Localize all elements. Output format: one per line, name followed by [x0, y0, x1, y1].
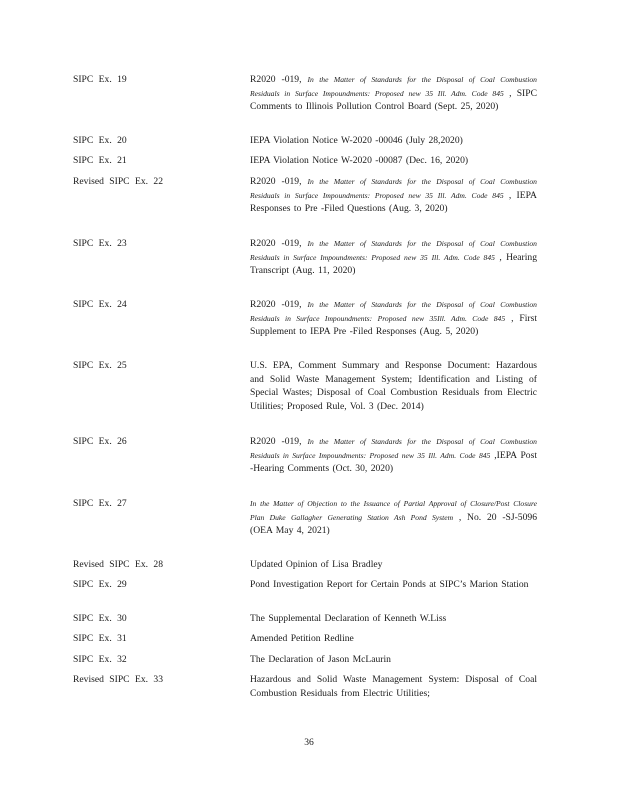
exhibit-label: SIPC Ex. 29 — [73, 579, 127, 590]
exhibit-description: Pond Investigation Report for Certain Ponds at SIPC’s Marion Station — [250, 579, 529, 590]
exhibit-label: SIPC Ex. 24 — [73, 299, 127, 310]
page-number: 36 — [304, 737, 314, 748]
exhibit-label: SIPC Ex. 32 — [73, 654, 127, 665]
exhibit-description: The Supplemental Declaration of Kenneth W.Liss — [250, 613, 447, 624]
exhibit-description: R2020 -019, In the Matter of Standards for the Disposal of Coal Combustion Residuals in Surface Impoundments: Proposed new 35 Ill. Adm. Code 845 , IEPA Responses to Pre -Filed Questions (Aug. 3, 2020) — [250, 176, 537, 214]
exhibit-label: SIPC Ex. 30 — [73, 613, 127, 624]
exhibit-description: R2020 -019, In the Matter of Standards for the Disposal of Coal Combustion Residuals in Surface Impoundments: Proposed new 35 Ill. Adm. Code 845 , Hearing Transcript (Aug. 11, 2020) — [250, 238, 537, 276]
exhibit-description: R2020 -019, In the Matter of Standards for the Disposal of Coal Combustion Residuals in Surface Impoundments: Proposed new 35 Ill. Adm. Code 845 ,IEPA Post -Hearing Comments (Oct. 30, 2020) — [250, 436, 537, 474]
exhibit-description: The Declaration of Jason McLaurin — [250, 654, 391, 665]
exhibit-description: Amended Petition Redline — [250, 633, 354, 644]
exhibit-label: SIPC Ex. 26 — [73, 436, 127, 447]
exhibit-description: R2020 -019, In the Matter of Standards for the Disposal of Coal Combustion Residuals in Surface Impoundments: Proposed new 35 Ill. Adm. Code 845 , SIPC Comments to Illinois Pollution Control Board (Sept. 25, 2020) — [250, 74, 537, 112]
exhibit-label: Revised SIPC Ex. 22 — [73, 176, 164, 187]
exhibit-description: IEPA Violation Notice W-2020 -00046 (July 28,2020) — [250, 135, 463, 146]
exhibit-label: SIPC Ex. 27 — [73, 498, 127, 509]
exhibit-label: SIPC Ex. 23 — [73, 238, 127, 249]
exhibit-description: In the Matter of Objection to the Issuance of Partial Approval of Closure/Post Closure Plan Duke Gallagher Generating Station Ash Pond System , No. 20 -SJ-5096 (OEA May 4, 2021) — [250, 499, 537, 536]
exhibit-description: Updated Opinion of Lisa Bradley — [250, 559, 383, 570]
exhibit-label: SIPC Ex. 31 — [73, 633, 127, 644]
exhibit-description: Hazardous and Solid Waste Management System: Disposal of Coal Combustion Residuals from Electric Utilities; — [250, 674, 537, 699]
exhibit-label: SIPC Ex. 25 — [73, 360, 127, 371]
exhibit-description: IEPA Violation Notice W-2020 -00087 (Dec. 16, 2020) — [250, 155, 469, 166]
exhibit-label: SIPC Ex. 20 — [73, 135, 127, 146]
exhibit-label: SIPC Ex. 19 — [73, 74, 127, 85]
exhibit-description: U.S. EPA, Comment Summary and Response Document: Hazardous and Solid Waste Management System; Identification and Listing of Special Wastes; Disposal of Coal Combustion Residuals from Electric Utilities; Proposed Rule, Vol. 3 (Dec. 2014) — [250, 360, 537, 412]
exhibit-label: Revised SIPC Ex. 33 — [73, 674, 164, 685]
exhibit-label: Revised SIPC Ex. 28 — [73, 559, 164, 570]
exhibit-label: SIPC Ex. 21 — [73, 155, 127, 166]
exhibit-description: R2020 -019, In the Matter of Standards for the Disposal of Coal Combustion Residuals in Surface Impoundments: Proposed new 35Ill. Adm. Code 845 , First Supplement to IEPA Pre -Filed Responses (Aug. 5, 2020) — [250, 299, 537, 337]
